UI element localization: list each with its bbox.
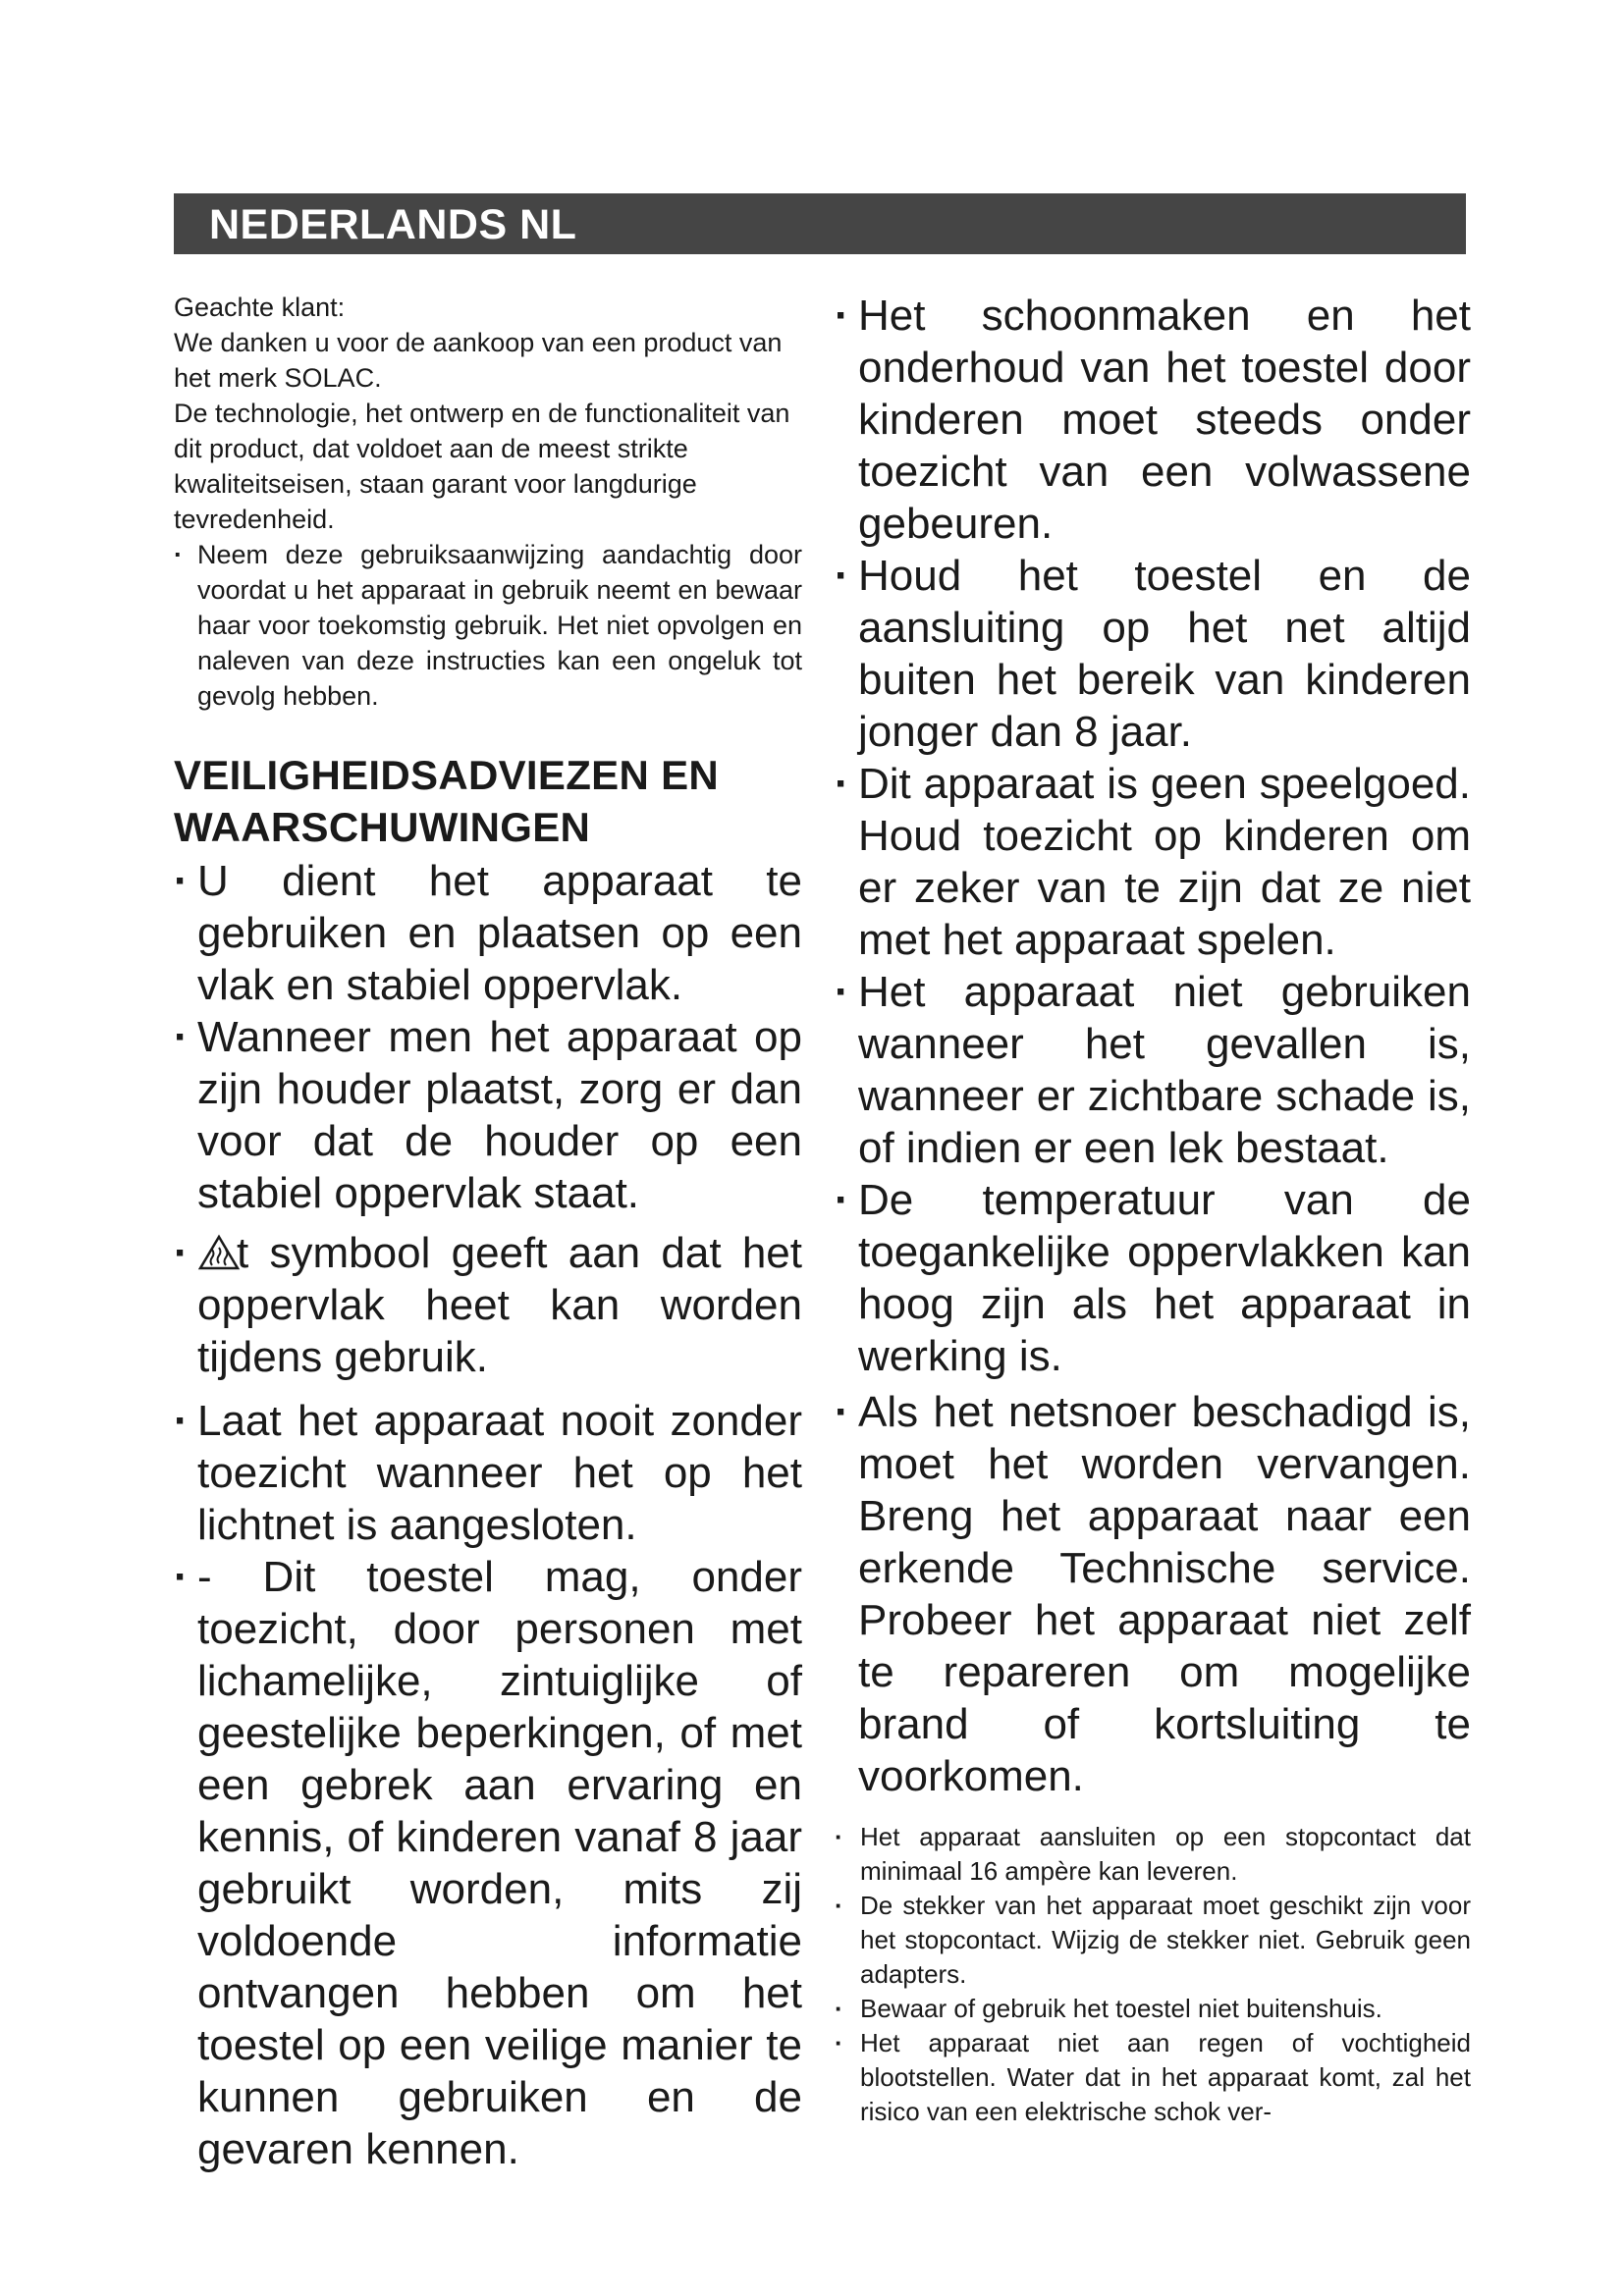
safety-item-8: · Dit apparaat is geen speelgoed. Houd toezicht op kinderen om er zeker van te zijn dat ze niet met het apparaat spelen. <box>835 758 1471 966</box>
safety-item-5: · - Dit toestel mag, onder toezicht, door personen met lichamelijke, zintuiglijke of geestelijke beperkingen, of met een gebrek aan ervaring en kennis, of kinderen vanaf 8 jaar gebruikt worden, mits zij voldoende informatie ontvangen hebben om het toestel op een veilige manier te kunnen gebruiken en de gevaren kennen. <box>174 1551 802 2175</box>
intro-paragraph-1: We danken u voor de aankoop van een product van het merk SOLAC. <box>174 328 783 393</box>
hot-symbol-suffix: t <box>237 1229 270 1277</box>
safety-item-9: · Het apparaat niet gebruiken wanneer het gevallen is, wanneer er zichtbare schade is, of indien er een lek bestaat. <box>835 966 1471 1174</box>
hot-surface-warning-icon <box>197 1234 241 1271</box>
right-column <box>835 290 1471 2129</box>
safety-item-2: · Wanneer men het apparaat op zijn houder plaatst, zorg er dan voor dat de houder op een stabiel oppervlak staat. <box>174 1011 802 1219</box>
safety-item-hot-surface <box>174 1227 802 1383</box>
safety-small-item-1: · Het apparaat aansluiten op een stopcontact dat minimaal 16 ampère kan leveren. <box>835 1820 1471 1889</box>
safety-heading: VEILIGHEIDSADVIEZEN EN WAARSCHUWINGEN <box>174 752 720 850</box>
safety-item-1: · U dient het apparaat te gebruiken en plaatsen op een vlak en stabiel oppervlak. <box>174 855 802 1011</box>
language-header-bar <box>174 193 1466 254</box>
intro-bullet: · Neem deze gebruiksaanwijzing aandachtig door voordat u het apparaat in gebruik neemt en bewaar haar voor toekomstig gebruik. Het niet opvolgen en naleven van deze instructies kan een ongeluk tot gevolg hebben. <box>174 537 802 714</box>
safety-item-4: · Laat het apparaat nooit zonder toezicht wanneer het op het lichtnet is aangesloten. <box>174 1395 802 1551</box>
safety-small-item-3: · Bewaar of gebruik het toestel niet buitenshuis. <box>835 1992 1471 2026</box>
safety-small-item-4: · Het apparaat niet aan regen of vochtigheid blootstellen. Water dat in het apparaat komt, zal het risico van een elektrische schok ver- <box>835 2026 1471 2129</box>
intro-paragraph-2: De technologie, het ontwerp en de functionaliteit van dit product, dat voldoet aan de meest strikte kwaliteitseisen, staan garant voor langdurige tevredenheid. <box>174 399 790 534</box>
safety-item-7: · Houd het toestel en de aansluiting op het net altijd buiten het bereik van kinderen jonger dan 8 jaar. <box>835 550 1471 758</box>
safety-item-10: · De temperatuur van de toegankelijke oppervlakken kan hoog zijn als het apparaat in werking is. <box>835 1174 1471 1382</box>
hot-symbol-text: symbool geeft aan dat het oppervlak heet kan worden tijdens gebruik. <box>197 1229 803 1381</box>
safety-item-6: · Het schoonmaken en het onderhoud van het toestel door kinderen moet steeds onder toezicht van een volwassene gebeuren. <box>835 290 1471 550</box>
intro-greeting: Geachte klant: <box>174 293 346 322</box>
safety-item-11: · Als het netsnoer beschadigd is, moet het worden vervangen. Breng het apparaat naar een erkende Technische service. Probeer het apparaat niet zelf te repareren om mogelijke brand of kortsluiting te voorkomen. <box>835 1386 1471 1802</box>
left-column <box>174 290 802 2175</box>
safety-small-item-2: · De stekker van het apparaat moet geschikt zijn voor het stopcontact. Wijzig de stekker niet. Gebruik geen adapters. <box>835 1889 1471 1992</box>
language-header-title: NEDERLANDS NL <box>209 201 577 248</box>
